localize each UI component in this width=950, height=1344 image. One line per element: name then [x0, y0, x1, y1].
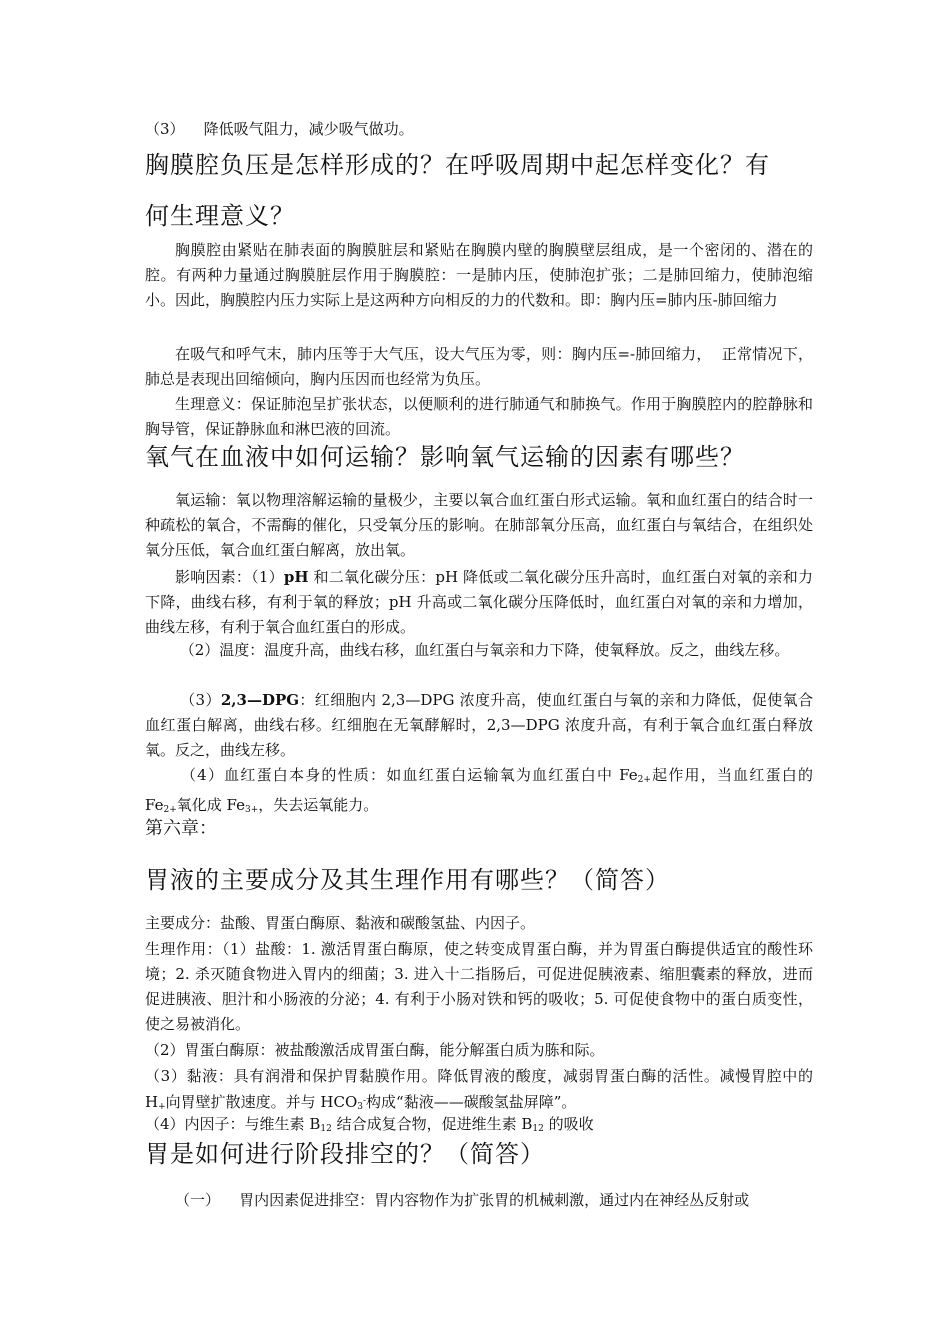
heading-gastric-emptying: 胃是如何进行阶段排空的？（简答） — [145, 1140, 545, 1168]
pepsinogen-paragraph: （2）胃蛋白酶原：被盐酸激活成胃蛋白酶，能分解蛋白质为胨和际。 — [145, 1041, 605, 1059]
oxygen-transport-paragraph: 氧运输：氧以物理溶解运输的量极少，主要以氧合血红蛋白形式运输。氧和血红蛋白的结合时一种疏松的氧合，不需酶的催化，只受氧分压的影响。在肺部氧分压高，血红蛋白与氧结合，在组织处氧分压低，氧合血红蛋白解离，放出氧。 — [145, 491, 813, 559]
heading-oxygen-transport: 氧气在血液中如何运输？影响氧气运输的因素有哪些？ — [145, 443, 745, 471]
heading-pleural-pressure: 胸膜腔负压是怎样形成的？在呼吸周期中起怎样变化？有 何生理意义？ — [145, 151, 770, 230]
gastric-components-paragraph: 主要成分：盐酸、胃蛋白酶原、黏液和碳酸氢盐、内因子。 — [145, 914, 536, 932]
item-1-paragraph: （3） 降低吸气阻力，减少吸气做功。 — [145, 120, 414, 138]
chapter-six-label: 第六章： — [145, 818, 217, 839]
pleural-change-paragraph: 在吸气和呼气末，肺内压等于大气压，设大气压为零，则：胸内压=-肺回缩力， 正常情况下，肺总是表现出回缩倾向，胸内压因而也经常为负压。 — [145, 345, 813, 388]
pleural-significance-paragraph: 生理意义：保证肺泡呈扩张状态，以便顺利的进行肺通气和肺换气。作用于胸膜腔内的腔静脉和胸导管，保证静脉血和淋巴液的回流。 — [145, 395, 813, 438]
heading-gastric-juice: 胃液的主要成分及其生理作用有哪些？（简答） — [145, 866, 670, 894]
intrinsic-factor-paragraph: （4）内因子：与维生素 $B_{12}$ 结合成复合物，促进维生素 $B_{12}$ 的吸收 — [145, 1115, 594, 1134]
gastric-acid-paragraph: 生理作用：（1）盐酸：1. 激活胃蛋白酶原，使之转变成胃蛋白酶，并为胃蛋白酶提供适宜的酸性环境；2. 杀灭随食物进入胃内的细菌；3. 进入十二指肠后，可促进促胰液素、缩胆囊素的释放，进而促进胰液、胆汁和小肠液的分泌；4. 有利于小肠对铁和钙的吸收；5. 可促使食物中的蛋白质变性，使之易被消化。 — [145, 940, 813, 1033]
mucus-paragraph: （3）黏液：具有润滑和保护胃黏膜作用。降低胃液的酸度，减弱胃蛋白酶的活性。减慢胃腔中的 $H_+$向胃壁扩散速度。并与 $HCO_3^-$构成“黏液——碳酸氢盐屏障”。 — [145, 1067, 813, 1112]
factor-hemoglobin-paragraph: （4）血红蛋白本身的性质：如血红蛋白运输氧为血红蛋白中 $Fe_{2+}$起作用，当血红蛋白的 $Fe_{2+}$氧化成 $Fe_{3+}$，失去运氧能力。 — [145, 766, 813, 815]
factor-ph-paragraph: 影响因素：（1）pH 和二氧化碳分压：pH 降低或二氧化碳分压升高时，血红蛋白对氧的亲和力下降，曲线右移，有利于氧的释放；pH 升高或二氧化碳分压降低时，血红蛋白对氧的亲和力增加，曲线左移，有利于氧合血红蛋白的形成。 — [145, 568, 813, 636]
factor-temperature-paragraph: （2）温度：温度升高，曲线右移，血红蛋白与氧亲和力下降，使氧释放。反之，曲线左移。 — [175, 641, 790, 659]
pleural-formation-paragraph: 胸膜腔由紧贴在肺表面的胸膜脏层和紧贴在胸膜内壁的胸膜壁层组成，是一个密闭的、潜在的腔。有两种力量通过胸膜脏层作用于胸膜腔：一是肺内压，使肺泡扩张；二是肺回缩力，使肺泡缩小。因此，胸膜腔内压力实际上是这两种方向相反的力的代数和。即：胸内压=肺内压-肺回缩力 — [145, 241, 813, 309]
factor-dpg-paragraph: （3）2,3—DPG：红细胞内 2,3—DPG 浓度升高，使血红蛋白与氧的亲和力降低，促使氧合血红蛋白解离，曲线右移。红细胞在无氧酵解时，2,3—DPG 浓度升高，有利于氧合血红蛋白释放氧。反之，曲线左移。 — [145, 691, 813, 759]
gastric-emptying-paragraph: （一） 胃内因素促进排空：胃内容物作为扩张胃的机械刺激，通过内在神经丛反射或 — [175, 1191, 750, 1209]
